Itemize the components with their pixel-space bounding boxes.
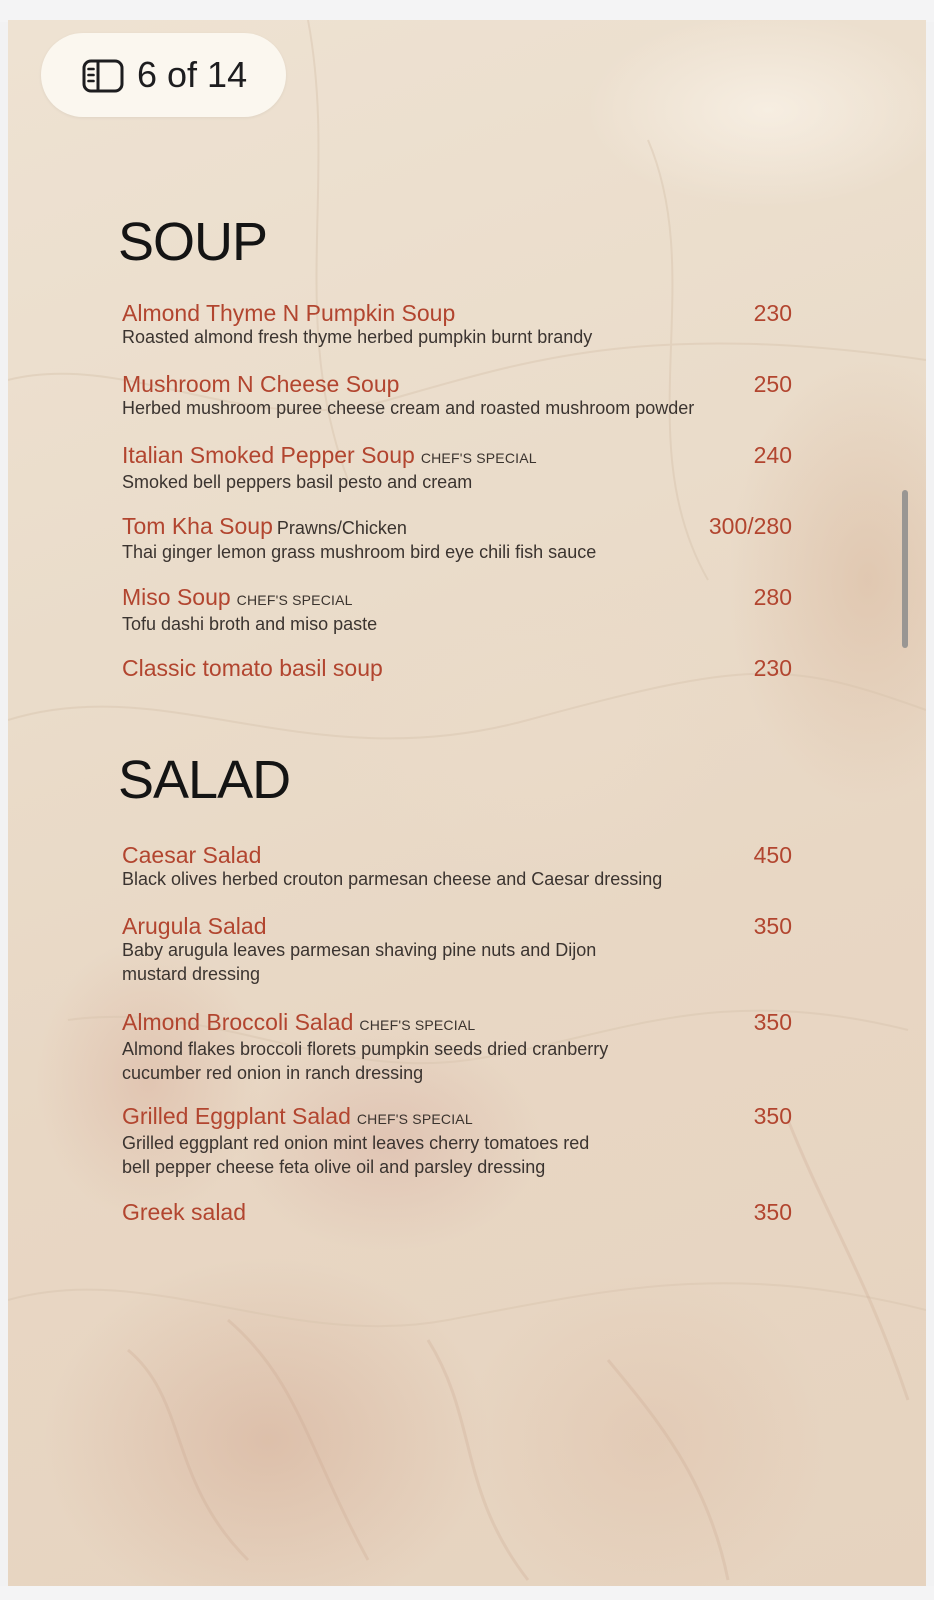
item-name: Grilled Eggplant Salad xyxy=(122,1103,351,1129)
item-price: 350 xyxy=(753,913,792,939)
item-name: Tom Kha Soup xyxy=(122,513,273,539)
section-title-soup: SOUP xyxy=(118,212,268,272)
chefs-special-tag: CHEF'S SPECIAL xyxy=(236,592,353,608)
item-description: Almond flakes broccoli florets pumpkin seeds dried cranberry cucumber red onion in ranch dressing xyxy=(122,1039,609,1083)
item-description: Tofu dashi broth and miso paste xyxy=(122,614,378,634)
item-name: Classic tomato basil soup xyxy=(122,655,383,681)
bottom-bar xyxy=(0,1586,934,1600)
item-description: Smoked bell peppers basil pesto and cream xyxy=(122,472,473,492)
item-name: Greek salad xyxy=(122,1199,247,1225)
item-price: 350 xyxy=(753,1199,792,1225)
item-description: Thai ginger lemon grass mushroom bird eye chili fish sauce xyxy=(122,542,597,562)
item-price: 280 xyxy=(753,584,792,610)
menu-page xyxy=(8,20,926,1586)
menu-item[interactable] xyxy=(122,441,792,494)
section-title-salad: SALAD xyxy=(118,750,291,810)
item-name: Almond Thyme N Pumpkin Soup xyxy=(122,300,456,326)
item-description: Black olives herbed crouton parmesan cheese and Caesar dressing xyxy=(122,869,663,889)
item-name: Mushroom N Cheese Soup xyxy=(122,371,400,397)
menu-item[interactable] xyxy=(122,583,792,636)
menu-item[interactable] xyxy=(122,912,792,986)
page-counter-pill[interactable] xyxy=(41,33,286,117)
menu-item[interactable] xyxy=(122,1198,792,1226)
item-note: Prawns/Chicken xyxy=(276,518,407,538)
menu-item[interactable] xyxy=(122,512,792,564)
item-price: 240 xyxy=(753,442,792,468)
menu-item[interactable] xyxy=(122,1008,792,1085)
item-price: 300/280 xyxy=(708,513,792,539)
top-bar xyxy=(0,0,934,22)
item-price: 250 xyxy=(753,371,792,397)
menu-item[interactable] xyxy=(122,370,792,420)
item-price: 230 xyxy=(753,300,792,326)
item-name: Caesar Salad xyxy=(122,842,262,868)
item-name: Italian Smoked Pepper Soup xyxy=(122,442,415,468)
item-price: 450 xyxy=(753,842,792,868)
item-description: Roasted almond fresh thyme herbed pumpkin burnt brandy xyxy=(122,327,593,347)
item-price: 230 xyxy=(753,655,792,681)
menu-item[interactable] xyxy=(122,299,792,349)
menu-item[interactable] xyxy=(122,654,792,682)
vertical-scrollbar[interactable] xyxy=(902,490,908,648)
chefs-special-tag: CHEF'S SPECIAL xyxy=(420,450,537,466)
chefs-special-tag: CHEF'S SPECIAL xyxy=(359,1017,476,1033)
menu-item[interactable] xyxy=(122,841,792,891)
chefs-special-tag: CHEF'S SPECIAL xyxy=(356,1111,473,1127)
item-name: Arugula Salad xyxy=(122,913,267,939)
page-counter-label: 6 of 14 xyxy=(137,54,248,95)
item-name: Miso Soup xyxy=(122,584,231,610)
item-description: Herbed mushroom puree cheese cream and roasted mushroom powder xyxy=(122,398,695,418)
item-description: Grilled eggplant red onion mint leaves cherry tomatoes red bell pepper cheese feta olive oil and parsley dressing xyxy=(122,1133,590,1177)
menu-item[interactable] xyxy=(122,1102,792,1179)
sidebar-icon xyxy=(82,59,124,93)
item-name: Almond Broccoli Salad xyxy=(122,1009,354,1035)
item-description: Baby arugula leaves parmesan shaving pine nuts and Dijon mustard dressing xyxy=(122,940,597,984)
item-price: 350 xyxy=(753,1009,792,1035)
item-price: 350 xyxy=(753,1103,792,1129)
